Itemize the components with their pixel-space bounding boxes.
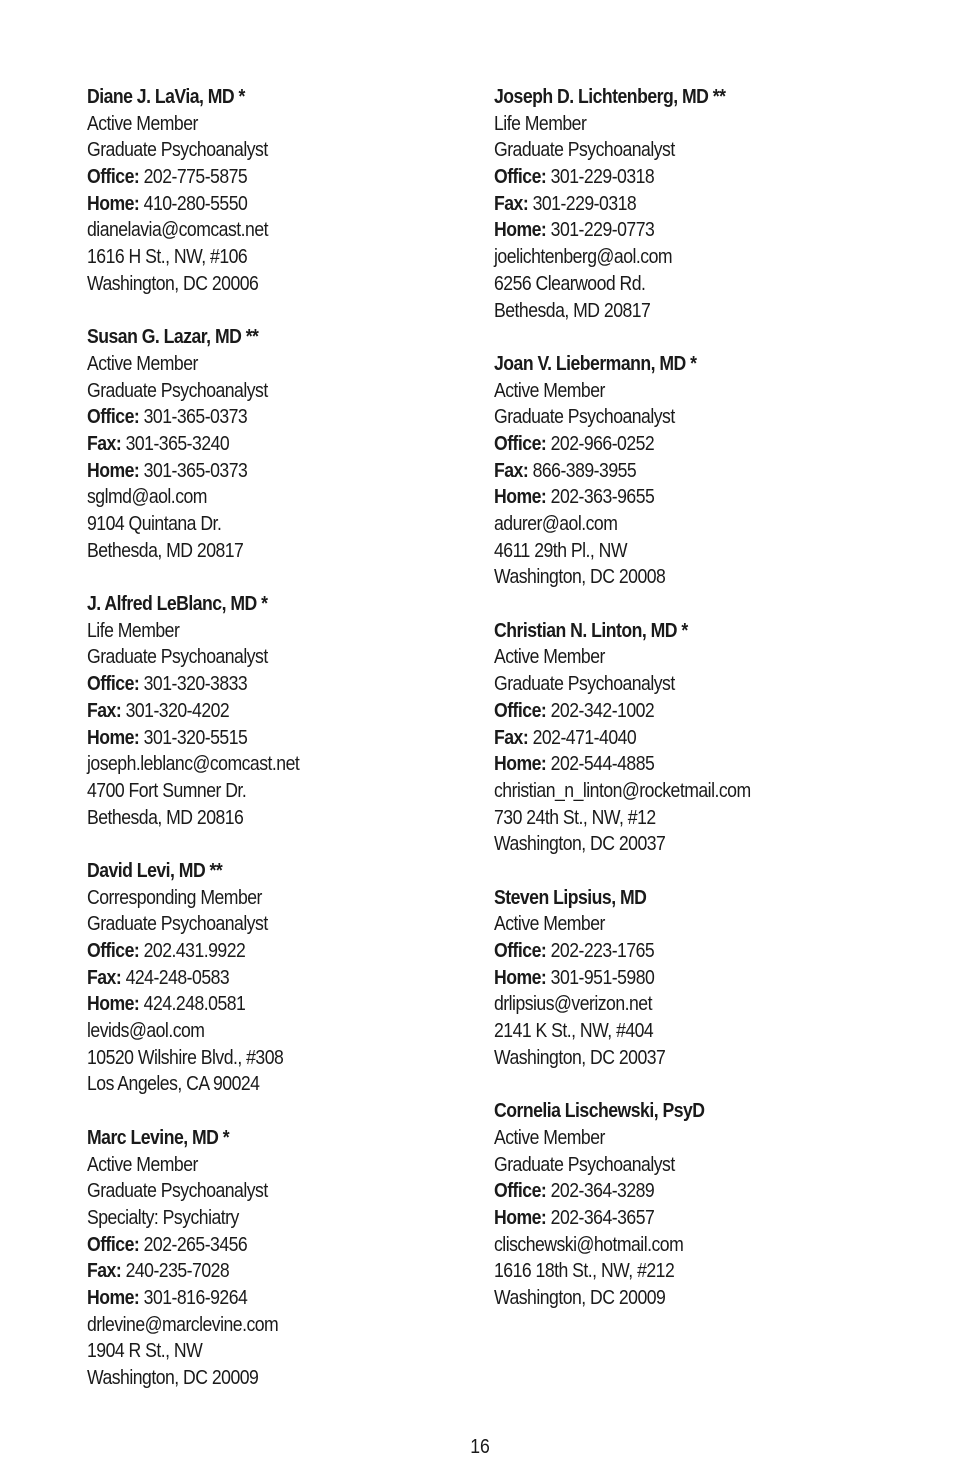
contact-line [494,164,855,191]
contact-label: Office: [494,1179,547,1203]
contact-line [87,191,414,218]
member-entry [494,351,914,591]
detail-line [87,1018,414,1045]
detail-text: Washington, DC 20037 [494,1045,666,1069]
member-entry [494,885,914,1072]
detail-line [87,1178,414,1205]
detail-text: Life Member [494,111,587,135]
member-name: Susan G. Lazar, MD ** [87,325,259,349]
detail-line [494,671,855,698]
detail-text: Graduate Psychoanalyst [87,1179,268,1203]
member-name: Christian N. Linton, MD * [494,618,688,642]
detail-line [87,778,414,805]
member-name: Joan V. Liebermann, MD * [494,351,697,375]
detail-text: 202.431.9922 [139,939,246,962]
detail-line [494,911,855,938]
contact-line [87,431,414,458]
contact-label: Home: [87,992,140,1016]
member-name: Steven Lipsius, MD [494,885,647,909]
detail-line [87,111,414,138]
detail-line [494,378,855,405]
directory-column-left [87,84,467,1418]
contact-line [87,164,414,191]
detail-text: levids@aol.com [87,1019,205,1043]
detail-line [87,1338,414,1365]
contact-label: Fax: [494,191,529,215]
detail-text: Washington, DC 20006 [87,271,259,295]
detail-text: Corresponding Member [87,885,262,909]
detail-text: Washington, DC 20009 [87,1366,259,1389]
contact-line [87,991,414,1018]
contact-line [494,938,855,965]
detail-text: 1616 18th St., NW, #212 [494,1259,675,1283]
detail-line [494,511,855,538]
contact-label: Home: [494,752,547,776]
member-name: Marc Levine, MD * [87,1125,230,1149]
detail-line [87,1205,414,1232]
detail-text: Active Member [494,645,605,669]
contact-line [494,1178,855,1205]
detail-text: 301-816-9264 [139,1285,248,1309]
detail-text: Graduate Psychoanalyst [87,912,268,936]
detail-line [87,351,414,378]
detail-text: Washington, DC 20009 [494,1285,666,1309]
detail-text: 10520 Wilshire Blvd., #308 [87,1045,284,1069]
detail-text: 301-229-0318 [546,165,655,189]
detail-text: 866-389-3955 [528,458,637,482]
detail-text: 301-365-0373 [139,405,248,429]
detail-line [494,778,855,805]
detail-line [494,111,855,138]
detail-line [494,271,855,298]
contact-label: Office: [87,405,140,429]
detail-line [87,1071,414,1098]
detail-text: Graduate Psychoanalyst [494,1152,675,1176]
contact-label: Office: [87,672,140,696]
detail-text: 202-544-4885 [546,752,655,776]
contact-label: Home: [87,725,140,749]
detail-text: drlevine@marclevine.com [87,1312,279,1336]
detail-text: 9104 Quintana Dr. [87,512,222,535]
contact-label: Home: [87,191,140,215]
contact-line [87,1285,414,1312]
contact-line [87,938,414,965]
detail-line [87,217,414,244]
contact-label: Fax: [87,965,122,989]
contact-line [494,484,855,511]
detail-text: dianelavia@comcast.net [87,218,268,242]
detail-line [87,1045,414,1072]
contact-line [87,1232,414,1259]
detail-text: Life Member [87,618,180,642]
contact-label: Fax: [494,725,529,749]
detail-text: 202-471-4040 [528,725,637,749]
detail-line [87,1152,414,1179]
detail-text: Active Member [87,351,198,375]
detail-text: 301-320-5515 [139,725,248,749]
detail-line [87,271,414,298]
detail-text: Active Member [87,1152,198,1176]
detail-line [494,831,855,858]
detail-line [87,751,414,778]
contact-label: Home: [87,458,140,482]
detail-text: 424-248-0583 [121,965,230,989]
detail-text: 202-364-3289 [546,1179,655,1203]
contact-line [87,1258,414,1285]
member-entry [87,1125,467,1392]
detail-text: 301-365-0373 [139,458,248,482]
contact-line [494,725,855,752]
contact-label: Office: [494,698,547,722]
detail-text: 301-951-5980 [546,965,655,989]
contact-line [494,698,855,725]
contact-line [494,1205,855,1232]
member-entry [87,324,467,564]
member-name: Diane J. LaVia, MD * [87,85,245,108]
detail-text: 240-235-7028 [121,1259,230,1283]
detail-text: 424.248.0581 [139,992,246,1016]
contact-label: Office: [494,165,547,189]
detail-text: 1904 R St., NW [87,1339,203,1363]
detail-line [494,564,855,591]
contact-label: Fax: [87,431,122,455]
contact-label: Home: [494,1205,547,1229]
detail-line [87,618,414,645]
detail-text: Graduate Psychoanalyst [494,405,675,429]
detail-line [87,911,414,938]
detail-text: 202-364-3657 [546,1205,655,1229]
detail-text: Bethesda, MD 20817 [494,298,651,322]
contact-label: Home: [494,485,547,509]
detail-line [494,298,855,325]
detail-text: 202-775-5875 [139,165,248,189]
detail-text: Graduate Psychoanalyst [87,378,268,402]
contact-line [494,965,855,992]
detail-text: drlipsius@verizon.net [494,992,652,1016]
detail-text: 202-265-3456 [139,1232,248,1256]
contact-line [87,725,414,752]
detail-line [87,137,414,164]
detail-line [87,484,414,511]
detail-text: 4611 29th Pl., NW [494,538,628,562]
contact-line [494,458,855,485]
contact-label: Office: [87,165,140,189]
detail-line [494,1125,855,1152]
detail-line [87,1365,414,1392]
detail-line [494,1258,855,1285]
detail-text: joseph.leblanc@comcast.net [87,752,300,776]
detail-text: Active Member [494,1125,605,1149]
detail-line [494,1045,855,1072]
detail-text: Graduate Psychoanalyst [87,138,268,162]
detail-line [87,885,414,912]
contact-label: Office: [494,431,547,455]
detail-text: Graduate Psychoanalyst [494,672,675,696]
detail-text: 202-342-1002 [546,698,655,722]
contact-label: Fax: [87,1259,122,1283]
detail-line [494,991,855,1018]
detail-text: 202-363-9655 [546,485,655,509]
detail-line [87,511,414,538]
detail-line [494,137,855,164]
contact-line [494,191,855,218]
member-entry [494,618,914,858]
detail-text: 301-229-0318 [528,191,637,215]
member-name: J. Alfred LeBlanc, MD * [87,592,268,616]
contact-line [87,671,414,698]
contact-label: Home: [494,965,547,989]
detail-text: sglmd@aol.com [87,485,207,509]
contact-label: Fax: [87,698,122,722]
detail-text: adurer@aol.com [494,512,618,535]
detail-text: joelichtenberg@aol.com [494,245,673,269]
detail-text: 202-966-0252 [546,431,655,455]
detail-text: christian_n_linton@rocketmail.com [494,778,751,802]
member-entry [87,591,467,831]
detail-text: Washington, DC 20037 [494,832,666,856]
contact-label: Fax: [494,458,529,482]
detail-text: Active Member [494,378,605,402]
contact-label: Office: [494,939,547,962]
contact-label: Home: [494,218,547,242]
member-entry [87,84,467,298]
contact-line [494,751,855,778]
detail-line [494,538,855,565]
detail-text: Active Member [494,912,605,936]
detail-text: 301-365-3240 [121,431,230,455]
contact-line [87,698,414,725]
detail-text: 1616 H St., NW, #106 [87,245,248,269]
detail-line [494,1232,855,1259]
detail-text: Active Member [87,111,198,135]
member-entry [87,858,467,1098]
detail-line [87,644,414,671]
contact-line [87,458,414,485]
detail-line [87,244,414,271]
member-entry [494,84,914,324]
detail-text: Graduate Psychoanalyst [87,645,268,669]
contact-line [494,431,855,458]
detail-line [87,538,414,565]
detail-text: 2141 K St., NW, #404 [494,1019,654,1043]
detail-line [494,1018,855,1045]
detail-text: 730 24th St., NW, #12 [494,805,656,829]
detail-text: Bethesda, MD 20817 [87,538,244,562]
detail-text: 410-280-5550 [139,191,248,215]
contact-label: Home: [87,1285,140,1309]
detail-text: Graduate Psychoanalyst [494,138,675,162]
detail-line [87,378,414,405]
detail-line [494,244,855,271]
detail-text: Specialty: Psychiatry [87,1205,239,1229]
detail-line [494,1152,855,1179]
detail-text: Los Angeles, CA 90024 [87,1072,260,1096]
detail-line [494,805,855,832]
detail-text: Bethesda, MD 20816 [87,805,244,829]
detail-text: clischewski@hotmail.com [494,1232,684,1256]
detail-text: 301-320-3833 [139,672,248,696]
detail-text: Washington, DC 20008 [494,565,666,589]
detail-text: 4700 Fort Sumner Dr. [87,778,247,802]
directory-column-right [494,84,914,1338]
detail-line [494,644,855,671]
member-name: Joseph D. Lichtenberg, MD ** [494,85,726,108]
detail-text: 301-229-0773 [546,218,655,242]
detail-line [87,1312,414,1339]
member-name: Cornelia Lischewski, PsyD [494,1099,705,1123]
detail-text: 202-223-1765 [546,939,655,962]
detail-line [87,805,414,832]
detail-text: 301-320-4202 [121,698,230,722]
contact-line [87,965,414,992]
detail-line [494,1285,855,1312]
detail-text: 6256 Clearwood Rd. [494,271,646,295]
contact-line [494,217,855,244]
contact-label: Office: [87,939,140,962]
member-name: David Levi, MD ** [87,858,223,882]
member-entry [494,1098,914,1312]
page-number: 16 [470,1435,490,1458]
contact-label: Office: [87,1232,140,1256]
detail-line [494,404,855,431]
contact-line [87,404,414,431]
